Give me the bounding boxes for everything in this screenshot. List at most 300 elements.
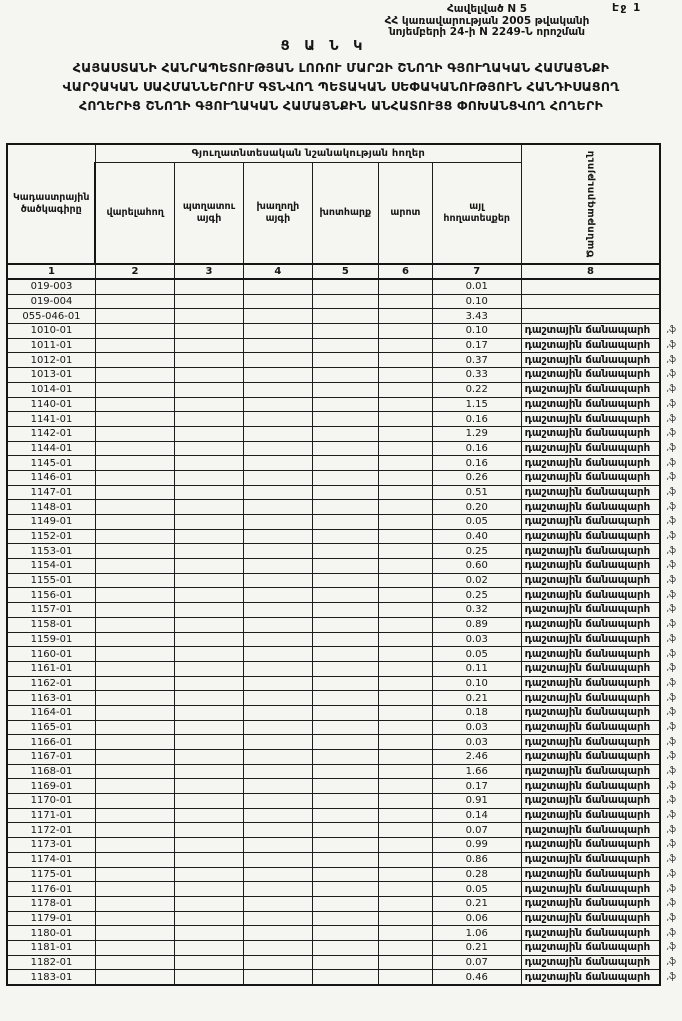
cell-vineyard — [244, 926, 313, 941]
cell-pasture — [379, 500, 433, 515]
cell-orchard — [174, 779, 243, 794]
table-row — [7, 955, 682, 970]
cell-orchard — [174, 808, 243, 823]
table-row — [7, 617, 682, 632]
col-header-arable: վարելահող — [95, 163, 174, 265]
cell-orchard — [174, 632, 243, 647]
cell-orchard — [174, 896, 243, 911]
cell-pasture — [379, 470, 433, 485]
cell-pasture — [379, 691, 433, 706]
cell-cadastral-code: 1178-01 — [7, 896, 95, 911]
cell-vineyard — [244, 529, 313, 544]
cell-pasture — [379, 309, 433, 324]
cell-arable — [95, 515, 174, 530]
cell-arable — [95, 588, 174, 603]
cell-arable — [95, 617, 174, 632]
cell-orchard — [174, 647, 243, 662]
cell-hayfield — [312, 426, 378, 441]
cell-pasture — [379, 588, 433, 603]
margin-scan-artifact: ,ֆ — [666, 868, 676, 879]
cell-hayfield — [312, 470, 378, 485]
cell-note: դաշտային ճանապարհ — [521, 823, 660, 838]
table-row — [7, 970, 682, 985]
cell-vineyard — [244, 882, 313, 897]
cell-vineyard — [244, 661, 313, 676]
cell-orchard — [174, 515, 243, 530]
cell-vineyard — [244, 808, 313, 823]
cell-hayfield — [312, 911, 378, 926]
decision-line-2: նոյեմբերի 24-ի N 2249-Ն որոշման — [388, 26, 586, 38]
col-number-2: 2 — [95, 264, 174, 279]
cell-hayfield — [312, 632, 378, 647]
cell-pasture — [379, 397, 433, 412]
cell-other-lands-value: 0.17 — [432, 338, 521, 353]
cell-other-lands-value: 0.25 — [432, 544, 521, 559]
cell-other-lands-value: 0.89 — [432, 617, 521, 632]
margin-scan-artifact: ,ֆ — [666, 751, 676, 762]
cell-note: դաշտային ճանապարհ — [521, 676, 660, 691]
cell-other-lands-value: 2.46 — [432, 750, 521, 765]
cell-orchard — [174, 705, 243, 720]
cell-arable — [95, 500, 174, 515]
cell-vineyard — [244, 970, 313, 985]
margin-scan-artifact: ,ֆ — [666, 516, 676, 527]
margin-scan-artifact: ,ֆ — [666, 692, 676, 703]
cell-vineyard — [244, 500, 313, 515]
table-row — [7, 926, 682, 941]
table-row — [7, 485, 682, 500]
cell-other-lands-value: 0.14 — [432, 808, 521, 823]
table-row — [7, 426, 682, 441]
cell-other-lands-value: 0.05 — [432, 882, 521, 897]
margin-scan-artifact: ,ֆ — [666, 619, 676, 630]
table-row — [7, 441, 682, 456]
cell-orchard — [174, 676, 243, 691]
cell-hayfield — [312, 617, 378, 632]
cell-cadastral-code: 1014-01 — [7, 382, 95, 397]
cell-cadastral-code: 1180-01 — [7, 926, 95, 941]
table-row — [7, 559, 682, 574]
cell-orchard — [174, 426, 243, 441]
cell-note: դաշտային ճանապարհ — [521, 838, 660, 853]
table-row — [7, 412, 682, 427]
cell-hayfield — [312, 500, 378, 515]
cell-vineyard — [244, 720, 313, 735]
cell-vineyard — [244, 412, 313, 427]
cell-hayfield — [312, 279, 378, 294]
cell-note: դաշտային ճանապարհ — [521, 705, 660, 720]
cell-cadastral-code: 1157-01 — [7, 603, 95, 618]
cell-pasture — [379, 485, 433, 500]
cell-note: դաշտային ճանապարհ — [521, 470, 660, 485]
cell-hayfield — [312, 970, 378, 985]
cell-arable — [95, 441, 174, 456]
cell-other-lands-value: 0.99 — [432, 838, 521, 853]
cell-arable — [95, 720, 174, 735]
cell-vineyard — [244, 823, 313, 838]
cell-pasture — [379, 867, 433, 882]
margin-column — [660, 144, 682, 279]
cell-vineyard — [244, 382, 313, 397]
cell-hayfield — [312, 955, 378, 970]
cell-cadastral-code: 1183-01 — [7, 970, 95, 985]
cell-note: դաշտային ճանապարհ — [521, 456, 660, 471]
cell-arable — [95, 955, 174, 970]
cell-other-lands-value: 0.26 — [432, 470, 521, 485]
cell-other-lands-value: 0.25 — [432, 588, 521, 603]
cell-cadastral-code: 1176-01 — [7, 882, 95, 897]
cell-pasture — [379, 456, 433, 471]
cell-vineyard — [244, 955, 313, 970]
cell-cadastral-code: 1173-01 — [7, 838, 95, 853]
cell-cadastral-code: 1167-01 — [7, 750, 95, 765]
cell-vineyard — [244, 735, 313, 750]
cell-vineyard — [244, 515, 313, 530]
cell-arable — [95, 294, 174, 309]
cell-orchard — [174, 324, 243, 339]
margin-scan-artifact: ,ֆ — [666, 839, 676, 850]
cell-note: դաշտային ճանապարհ — [521, 852, 660, 867]
cell-arable — [95, 896, 174, 911]
margin-scan-artifact: ,ֆ — [666, 384, 676, 395]
cell-vineyard — [244, 867, 313, 882]
cell-pasture — [379, 720, 433, 735]
cell-pasture — [379, 838, 433, 853]
col-group-header-agricultural: Գյուղատնտեսական նշանակության հողեր — [95, 144, 521, 163]
margin-scan-artifact: ,ֆ — [666, 442, 676, 453]
cell-pasture — [379, 896, 433, 911]
cell-cadastral-code: 1155-01 — [7, 573, 95, 588]
margin-scan-artifact: ,ֆ — [666, 942, 676, 953]
cell-vineyard — [244, 397, 313, 412]
cell-vineyard — [244, 705, 313, 720]
table-row — [7, 691, 682, 706]
cell-vineyard — [244, 911, 313, 926]
land-transfer-table — [6, 143, 682, 986]
cell-cadastral-code: 1147-01 — [7, 485, 95, 500]
cell-pasture — [379, 970, 433, 985]
cell-cadastral-code: 1166-01 — [7, 735, 95, 750]
title-line-2: ՎԱՐՉԱԿԱՆ ՍԱՀՄԱՆՆԵՐՈՒՄ ԳՏՆՎՈՂ ՊԵՏԱԿԱՆ ՍԵՓԱԿԱՆՈՒԹՅՈՒՆ ՀԱՆԴԻՍԱՑՈՂ — [62, 79, 620, 94]
cell-cadastral-code: 1140-01 — [7, 397, 95, 412]
cell-orchard — [174, 661, 243, 676]
margin-scan-artifact: ,ֆ — [666, 501, 676, 512]
table-row — [7, 794, 682, 809]
margin-scan-artifact: ,ֆ — [666, 648, 676, 659]
cell-other-lands-value: 0.10 — [432, 294, 521, 309]
col-number-5: 5 — [312, 264, 378, 279]
cell-vineyard — [244, 750, 313, 765]
cell-vineyard — [244, 324, 313, 339]
cell-cadastral-code: 1152-01 — [7, 529, 95, 544]
cell-orchard — [174, 794, 243, 809]
margin-scan-artifact — [660, 309, 682, 324]
cell-cadastral-code: 1172-01 — [7, 823, 95, 838]
cell-vineyard — [244, 279, 313, 294]
margin-scan-artifact: ,ֆ — [666, 883, 676, 894]
cell-arable — [95, 353, 174, 368]
table-row — [7, 470, 682, 485]
cell-pasture — [379, 544, 433, 559]
cell-cadastral-code: 1175-01 — [7, 867, 95, 882]
cell-vineyard — [244, 940, 313, 955]
decision-line-1: ՀՀ կառավարության 2005 թվականի — [384, 14, 590, 27]
cell-orchard — [174, 940, 243, 955]
page-number: Էջ 1 — [612, 2, 642, 14]
cell-other-lands-value: 0.21 — [432, 691, 521, 706]
margin-scan-artifact: ,ֆ — [666, 956, 676, 967]
cell-other-lands-value: 0.10 — [432, 676, 521, 691]
cell-orchard — [174, 397, 243, 412]
cell-other-lands-value: 0.06 — [432, 911, 521, 926]
cell-arable — [95, 412, 174, 427]
cell-vineyard — [244, 368, 313, 383]
cell-cadastral-code: 1159-01 — [7, 632, 95, 647]
cell-hayfield — [312, 882, 378, 897]
cell-other-lands-value: 0.33 — [432, 368, 521, 383]
col-header-cadastral-code: Կադաստրային ծածկագիրը — [7, 144, 95, 264]
cell-other-lands-value: 0.28 — [432, 867, 521, 882]
table-row — [7, 500, 682, 515]
cell-cadastral-code: 1144-01 — [7, 441, 95, 456]
cell-vineyard — [244, 338, 313, 353]
cell-hayfield — [312, 441, 378, 456]
cell-hayfield — [312, 382, 378, 397]
cell-other-lands-value: 0.03 — [432, 720, 521, 735]
table-row — [7, 632, 682, 647]
cell-arable — [95, 647, 174, 662]
cell-hayfield — [312, 676, 378, 691]
cell-orchard — [174, 691, 243, 706]
cell-pasture — [379, 911, 433, 926]
cell-other-lands-value: 0.86 — [432, 852, 521, 867]
cell-pasture — [379, 735, 433, 750]
table-body — [7, 279, 682, 985]
cell-other-lands-value: 0.20 — [432, 500, 521, 515]
cell-cadastral-code: 1141-01 — [7, 412, 95, 427]
table-row — [7, 456, 682, 471]
margin-scan-artifact: ,ֆ — [666, 472, 676, 483]
cell-cadastral-code: 1160-01 — [7, 647, 95, 662]
cell-cadastral-code: 1154-01 — [7, 559, 95, 574]
cell-note: դաշտային ճանապարհ — [521, 750, 660, 765]
cell-hayfield — [312, 705, 378, 720]
title-line-1: ՀԱՅԱՍՏԱՆԻ ՀԱՆՐԱՊԵՏՈՒԹՅԱՆ ԼՈՌՈՒ ՄԱՐԶԻ ՇՆՈՂԻ ԳՅՈՒՂԱԿԱՆ ՀԱՄԱՅՆՔԻ — [72, 60, 610, 75]
margin-scan-artifact: ,ֆ — [666, 663, 676, 674]
margin-scan-artifact: ,ֆ — [666, 824, 676, 835]
table-row — [7, 735, 682, 750]
col-number-1: 1 — [7, 264, 95, 279]
appendix-reference — [368, 4, 606, 39]
cell-arable — [95, 794, 174, 809]
cell-note: դաշտային ճանապարհ — [521, 353, 660, 368]
margin-scan-artifact: ,ֆ — [666, 575, 676, 586]
cell-pasture — [379, 603, 433, 618]
cell-vineyard — [244, 353, 313, 368]
cell-orchard — [174, 926, 243, 941]
cell-note: դաշտային ճանապարհ — [521, 926, 660, 941]
cell-orchard — [174, 382, 243, 397]
cell-vineyard — [244, 632, 313, 647]
margin-scan-artifact: ,ֆ — [666, 604, 676, 615]
cell-arable — [95, 382, 174, 397]
margin-scan-artifact: ,ֆ — [666, 457, 676, 468]
cell-cadastral-code: 1164-01 — [7, 705, 95, 720]
margin-scan-artifact: ,ֆ — [666, 912, 676, 923]
cell-arable — [95, 735, 174, 750]
cell-hayfield — [312, 764, 378, 779]
cell-hayfield — [312, 940, 378, 955]
cell-note: դաշտային ճանապարհ — [521, 661, 660, 676]
table-row — [7, 397, 682, 412]
cell-note: դաշտային ճանապարհ — [521, 896, 660, 911]
cell-hayfield — [312, 588, 378, 603]
cell-note: դաշտային ճանապարհ — [521, 544, 660, 559]
cell-vineyard — [244, 794, 313, 809]
cell-note: դաշտային ճանապարհ — [521, 515, 660, 530]
margin-scan-artifact: ,ֆ — [666, 633, 676, 644]
table-row — [7, 309, 682, 324]
cell-cadastral-code: 1165-01 — [7, 720, 95, 735]
cell-note: դաշտային ճանապարհ — [521, 764, 660, 779]
cell-note — [521, 294, 660, 309]
cell-pasture — [379, 823, 433, 838]
margin-scan-artifact: ,ֆ — [666, 766, 676, 777]
cell-arable — [95, 705, 174, 720]
cell-hayfield — [312, 779, 378, 794]
cell-cadastral-code: 1171-01 — [7, 808, 95, 823]
cell-hayfield — [312, 808, 378, 823]
cell-vineyard — [244, 838, 313, 853]
cell-cadastral-code: 1174-01 — [7, 852, 95, 867]
cell-hayfield — [312, 294, 378, 309]
cell-pasture — [379, 882, 433, 897]
table-row — [7, 353, 682, 368]
cell-orchard — [174, 838, 243, 853]
col-number-3: 3 — [174, 264, 243, 279]
cell-pasture — [379, 750, 433, 765]
cell-other-lands-value: 0.91 — [432, 794, 521, 809]
cell-arable — [95, 808, 174, 823]
cell-note: դաշտային ճանապարհ — [521, 338, 660, 353]
table-row — [7, 896, 682, 911]
cell-pasture — [379, 940, 433, 955]
cell-note: դաշտային ճանապարհ — [521, 412, 660, 427]
cell-orchard — [174, 470, 243, 485]
cell-hayfield — [312, 735, 378, 750]
cell-orchard — [174, 882, 243, 897]
cell-hayfield — [312, 412, 378, 427]
cell-hayfield — [312, 368, 378, 383]
col-header-hayfield: խոտհարք — [312, 163, 378, 265]
table-row — [7, 882, 682, 897]
cell-vineyard — [244, 309, 313, 324]
cell-other-lands-value: 0.07 — [432, 823, 521, 838]
cell-pasture — [379, 808, 433, 823]
cell-note: դաշտային ճանապարհ — [521, 500, 660, 515]
cell-vineyard — [244, 603, 313, 618]
cell-orchard — [174, 573, 243, 588]
cell-hayfield — [312, 691, 378, 706]
cell-other-lands-value: 0.37 — [432, 353, 521, 368]
cell-note: դաշտային ճանապարհ — [521, 485, 660, 500]
table-row — [7, 368, 682, 383]
cell-arable — [95, 867, 174, 882]
cell-orchard — [174, 617, 243, 632]
margin-scan-artifact: ,ֆ — [666, 780, 676, 791]
cell-orchard — [174, 735, 243, 750]
cell-hayfield — [312, 603, 378, 618]
cell-cadastral-code: 1149-01 — [7, 515, 95, 530]
cell-other-lands-value: 0.16 — [432, 412, 521, 427]
cell-orchard — [174, 852, 243, 867]
cell-vineyard — [244, 294, 313, 309]
cell-other-lands-value: 1.29 — [432, 426, 521, 441]
cell-orchard — [174, 441, 243, 456]
cell-hayfield — [312, 867, 378, 882]
cell-cadastral-code: 055-046-01 — [7, 309, 95, 324]
col-header-other-lands: այլ հողատեսքեր — [432, 163, 521, 265]
margin-scan-artifact: ,ֆ — [666, 486, 676, 497]
title-line-3: ՀՈՂԵՐԻՑ ՇՆՈՂԻ ԳՅՈՒՂԱԿԱՆ ՀԱՄԱՅՆՔԻՆ ԱՆՀԱՏՈՒՅՑ ՓՈԽԱՆՑՎՈՂ ՀՈՂԵՐԻ — [79, 98, 603, 113]
table-row — [7, 867, 682, 882]
margin-scan-artifact: ,ֆ — [666, 560, 676, 571]
cell-arable — [95, 470, 174, 485]
cell-other-lands-value: 3.43 — [432, 309, 521, 324]
cell-other-lands-value: 0.11 — [432, 661, 521, 676]
table-row — [7, 279, 682, 294]
table-row — [7, 515, 682, 530]
cell-hayfield — [312, 794, 378, 809]
cell-vineyard — [244, 896, 313, 911]
cell-hayfield — [312, 750, 378, 765]
cell-arable — [95, 485, 174, 500]
cell-cadastral-code: 1012-01 — [7, 353, 95, 368]
cell-vineyard — [244, 852, 313, 867]
cell-pasture — [379, 426, 433, 441]
cell-hayfield — [312, 926, 378, 941]
cell-other-lands-value: 0.40 — [432, 529, 521, 544]
cell-vineyard — [244, 647, 313, 662]
cell-orchard — [174, 456, 243, 471]
cell-orchard — [174, 867, 243, 882]
cell-arable — [95, 309, 174, 324]
cell-orchard — [174, 485, 243, 500]
cell-arable — [95, 573, 174, 588]
cell-vineyard — [244, 691, 313, 706]
cell-other-lands-value: 0.18 — [432, 705, 521, 720]
table-row — [7, 911, 682, 926]
cell-cadastral-code: 1010-01 — [7, 324, 95, 339]
cell-orchard — [174, 544, 243, 559]
cell-orchard — [174, 294, 243, 309]
margin-scan-artifact: ,ֆ — [666, 531, 676, 542]
cell-note: դաշտային ճանապարհ — [521, 779, 660, 794]
cell-orchard — [174, 588, 243, 603]
table-row — [7, 588, 682, 603]
cell-arable — [95, 456, 174, 471]
table-row — [7, 647, 682, 662]
cell-pasture — [379, 926, 433, 941]
cell-other-lands-value: 0.21 — [432, 940, 521, 955]
cell-vineyard — [244, 544, 313, 559]
cell-orchard — [174, 823, 243, 838]
cell-other-lands-value: 0.10 — [432, 324, 521, 339]
col-number-8: 8 — [521, 264, 660, 279]
cell-arable — [95, 779, 174, 794]
cell-note: դաշտային ճանապարհ — [521, 426, 660, 441]
cell-hayfield — [312, 838, 378, 853]
